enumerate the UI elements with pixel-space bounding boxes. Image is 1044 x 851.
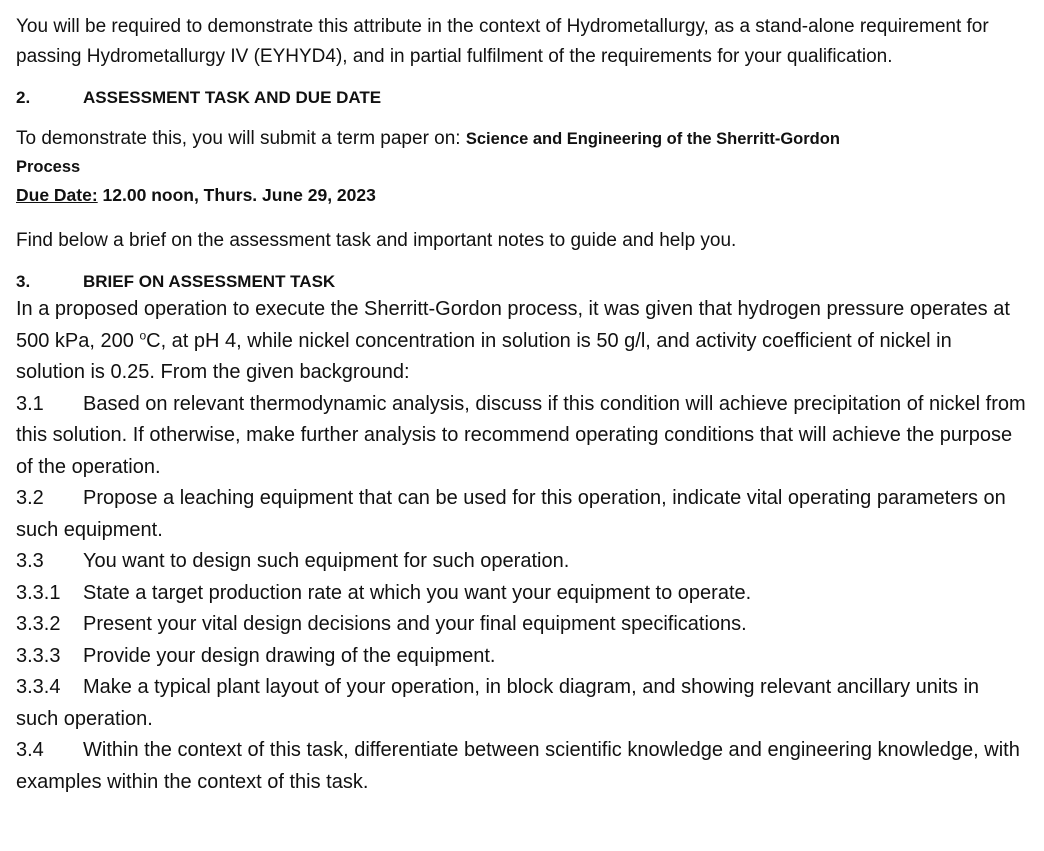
list-item bbox=[16, 672, 1026, 735]
section-3-title: BRIEF ON ASSESSMENT TASK bbox=[83, 272, 336, 291]
scenario-paragraph bbox=[16, 294, 1026, 389]
section-2-title: ASSESSMENT TASK AND DUE DATE bbox=[83, 88, 382, 107]
item-number: 3.2 bbox=[16, 487, 44, 509]
item-text: Make a typical plant layout of your operation, in block diagram, and showing relevant ancillary units in such operation. bbox=[16, 676, 980, 730]
task-line bbox=[16, 124, 1026, 154]
task-prefix: To demonstrate this, you will submit a term paper on: bbox=[16, 128, 466, 149]
item-text: Provide your design drawing of the equipment. bbox=[83, 644, 496, 667]
task-title-line1: Science and Engineering of the Sherritt-Gordon bbox=[465, 130, 840, 148]
item-number: 3.1 bbox=[16, 392, 44, 415]
section-3-number: 3. bbox=[16, 272, 31, 291]
item-number: 3.3.4 bbox=[16, 676, 61, 698]
due-date bbox=[16, 180, 1026, 210]
due-date-label: Due Date: bbox=[16, 185, 98, 205]
item-text: State a target production rate at which you want your equipment to operate. bbox=[83, 581, 752, 604]
scenario-text-a: In a proposed operation to execute the Sherritt-Gordon process, it was given that hydrogen pressure operates at 500 kPa, 200 bbox=[16, 298, 1010, 352]
item-number: 3.3.2 bbox=[16, 613, 61, 635]
section-2-heading bbox=[16, 86, 1026, 110]
item-text: Present your vital design decisions and your final equipment specifications. bbox=[83, 613, 747, 635]
list-item bbox=[16, 609, 1026, 641]
section-2-number: 2. bbox=[16, 88, 31, 107]
task-title-line2: Process bbox=[16, 158, 81, 176]
item-number: 3.3.3 bbox=[16, 644, 61, 667]
list-item bbox=[16, 546, 1026, 578]
item-number: 3.3 bbox=[16, 550, 44, 572]
item-number: 3.3.1 bbox=[16, 581, 61, 604]
list-item bbox=[16, 735, 1026, 798]
list-item bbox=[16, 578, 1026, 610]
list-item bbox=[16, 389, 1026, 484]
find-below-paragraph: Find below a brief on the assessment task and important notes to guide and help you. bbox=[16, 230, 737, 251]
scenario-text-b: C, at pH 4, while nickel concentration in solution is 50 g/l, and activity coefficient of nickel in solution is 0.25. From the given background: bbox=[16, 329, 952, 383]
document-page bbox=[16, 12, 1026, 798]
degree-superscript: o bbox=[139, 327, 147, 342]
item-number: 3.4 bbox=[16, 739, 44, 761]
item-text: Within the context of this task, differentiate between scientific knowledge and engineering knowledge, with examples within the context of this task. bbox=[16, 739, 1020, 793]
list-item bbox=[16, 641, 1026, 673]
list-item bbox=[16, 483, 1026, 546]
item-text: Based on relevant thermodynamic analysis, discuss if this condition will achieve precipitation of nickel from this solution. If otherwise, make further analysis to recommend operating conditions that will achieve the purpose of the operation. bbox=[16, 392, 1026, 478]
section-3-heading bbox=[16, 270, 1026, 294]
item-text: You want to design such equipment for such operation. bbox=[83, 550, 570, 572]
due-date-value: 12.00 noon, Thurs. June 29, 2023 bbox=[97, 185, 376, 205]
item-text: Propose a leaching equipment that can be used for this operation, indicate vital operating parameters on such equipment. bbox=[16, 487, 1006, 541]
intro-paragraph: You will be required to demonstrate this attribute in the context of Hydrometallurgy, as a stand-alone requirement for passing Hydrometallurgy IV (EYHYD4), and in partial fulfilment of the requirements for your qualification. bbox=[16, 16, 989, 67]
